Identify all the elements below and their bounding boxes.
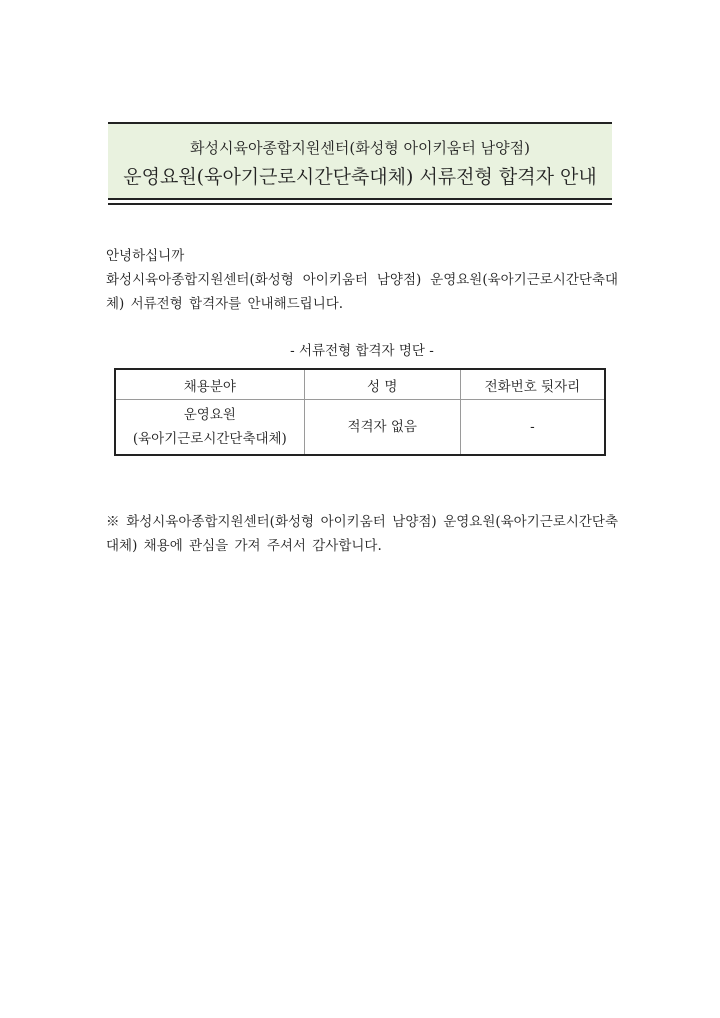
page-title: 운영요원(육아기근로시간단축대체) 서류전형 합격자 안내 bbox=[123, 166, 597, 188]
footer-note: ※ 화성시육아종합지원센터(화성형 아이키움터 남양점) 운영요원(육아기근로시간단축대체) 채용에 관심을 가져 주셔서 감사합니다. bbox=[106, 514, 618, 554]
title-box bbox=[108, 122, 612, 198]
column-header-phone: 전화번호 뒷자리 bbox=[460, 369, 605, 400]
cell-phone: - bbox=[460, 400, 605, 456]
cell-field-line2: (육아기근로시간단축대체) bbox=[132, 431, 287, 447]
cell-name: 적격자 없음 bbox=[304, 400, 460, 456]
organization-name: 화성시육아종합지원센터(화성형 아이키움터 남양점) bbox=[189, 139, 531, 157]
list-heading: - 서류전형 합격자 명단 - bbox=[290, 343, 434, 359]
column-header-name: 성 명 bbox=[304, 369, 460, 400]
cell-field bbox=[115, 400, 304, 456]
column-header-field: 채용분야 bbox=[115, 369, 304, 400]
title-double-rule bbox=[108, 198, 612, 205]
results-table bbox=[114, 368, 606, 456]
greeting-text: 안녕하십니까 bbox=[106, 248, 185, 264]
intro-paragraph: 화성시육아종합지원센터(화성형 아이키움터 남양점) 운영요원(육아기근로시간단축대체) 서류전형 합격자를 안내해드립니다. bbox=[106, 272, 618, 312]
table-row bbox=[115, 400, 605, 456]
table-header-row bbox=[115, 369, 605, 400]
cell-field-line1: 운영요원 bbox=[183, 407, 236, 423]
